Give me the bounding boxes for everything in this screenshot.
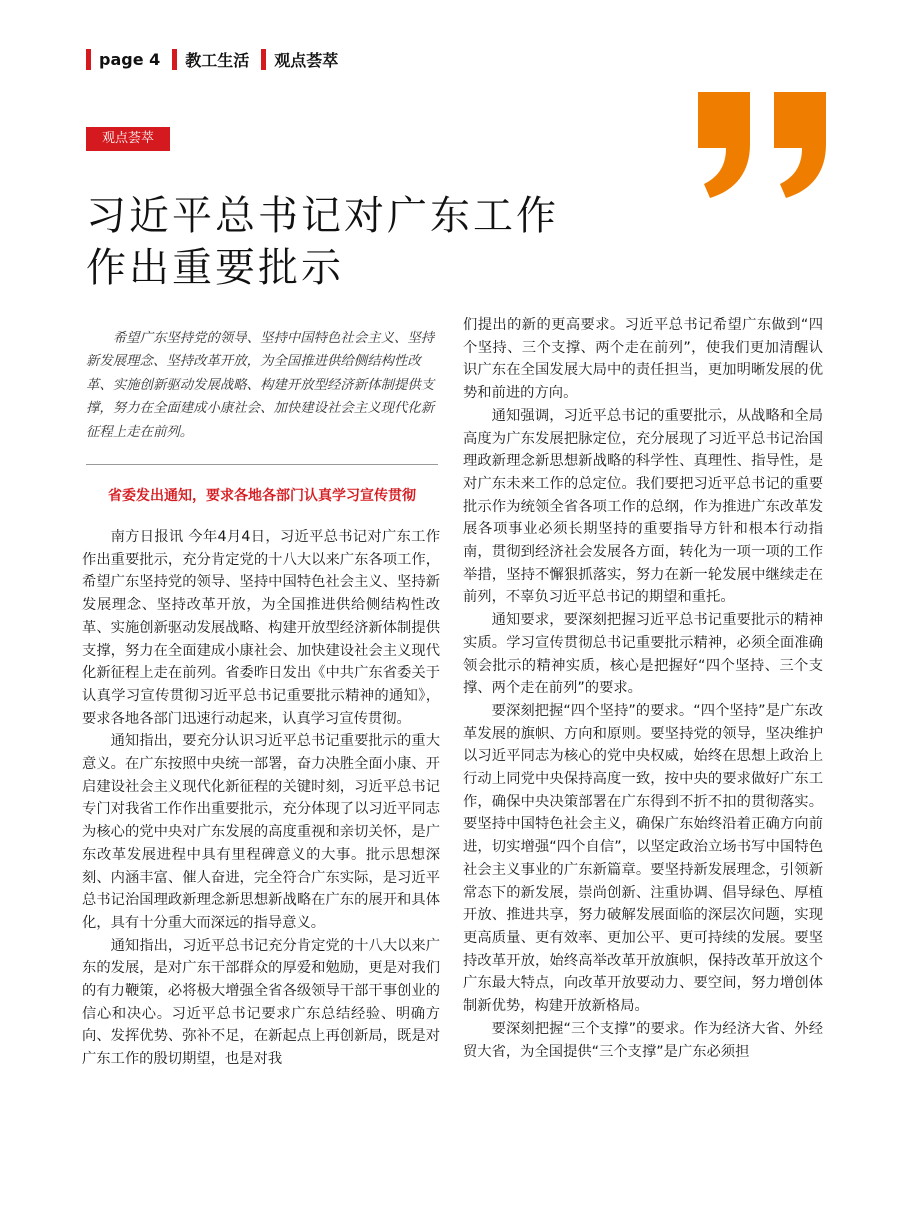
- header-bar-marker: [261, 49, 266, 70]
- paragraph: 们提出的新的更高要求。习近平总书记希望广东做到“四个坚持、三个支撑、两个走在前列”，使我们更加清醒认识广东在全国发展大局中的责任担当，更加明晰发展的优势和前进的方向。: [463, 317, 823, 402]
- paragraph: 通知指出，习近平总书记充分肯定党的十八大以来广东的发展，是对广东干部群众的厚爱和勉励，更是对我们的有力鞭策，必将极大增强全省各级领导干部干事创业的信心和决心。习近平总书记要求广东总结经验、明确方向、发挥优势、弥补不足，在新起点上再创新局，既是对广东工作的殷切期望，也是对我: [82, 937, 440, 1068]
- category-tag: 观点荟萃: [86, 127, 170, 151]
- section-label: 观点荟萃: [274, 50, 339, 70]
- body-column-right: [463, 314, 823, 1063]
- page-header: [86, 47, 350, 71]
- body-column-left: [82, 526, 440, 1071]
- paragraph: 南方日报讯 今年4月4日，习近平总书记对广东工作作出重要批示，充分肯定党的十八大以来广东各项工作，希望广东坚持党的领导、坚持中国特色社会主义、坚持新发展理念、坚持改革开放，为全国推进供给侧结构性改革、实施创新驱动发展战略、构建开放型经济新体制提供支撑，努力在全面建成小康社会、加快建设社会主义现代化新征程上走在前列。省委昨日发出《中共广东省委关于认真学习宣传贯彻习近平总书记重要批示精神的通知》，要求各地各部门迅速行动起来，认真学习宣传贯彻。: [82, 529, 440, 727]
- article-title: [86, 190, 646, 294]
- subheadline: 省委发出通知，要求各地各部门认真学习宣传贯彻: [108, 488, 416, 504]
- closing-quote-icon: [698, 92, 828, 198]
- paragraph: 要深刻把握“三个支撑”的要求。作为经济大省、外经贸大省，为全国提供“三个支撑”是广东必须担: [463, 1020, 823, 1060]
- paragraph: 通知指出，要充分认识习近平总书记重要批示的重大意义。在广东按照中央统一部署，奋力决胜全面小康、开启建设社会主义现代化新征程的关键时刻，习近平总书记专门对我省工作作出重要批示，充分体现了以习近平同志为核心的党中央对广东发展的高度重视和亲切关怀，是广东改革发展进程中具有里程碑意义的大事。批示思想深刻、内涵丰富、催人奋进，完全符合广东实际，是习近平总书记治国理政新理念新思想新战略在广东的展开和具体化，具有十分重大而深远的指导意义。: [82, 733, 440, 931]
- header-bar-marker: [172, 49, 177, 70]
- header-bar-marker: [86, 49, 91, 70]
- title-line-2: 作出重要批示: [86, 245, 344, 291]
- title-line-1: 习近平总书记对广东工作: [86, 193, 559, 239]
- page-number: page 4: [99, 49, 161, 69]
- paragraph: 通知要求，要深刻把握习近平总书记重要批示的精神实质。学习宣传贯彻总书记重要批示精神，必须全面准确领会批示的精神实质，核心是把握好“四个坚持、三个支撑、两个走在前列”的要求。: [463, 612, 823, 697]
- lead-summary: 希望广东坚持党的领导、坚持中国特色社会主义、坚持新发展理念、坚持改革开放，为全国推进供给侧结构性改革、实施创新驱动发展战略、构建开放型经济新体制提供支撑，努力在全面建成小康社会、加快建设社会主义现代化新征程上走在前列。: [86, 331, 435, 440]
- paragraph: 要深刻把握“四个坚持”的要求。“四个坚持”是广东改革发展的旗帜、方向和原则。要坚持党的领导，坚决维护以习近平同志为核心的党中央权威，始终在思想上政治上行动上同党中央保持高度一致，按中央的要求做好广东工作，确保中央决策部署在广东得到不折不扣的贯彻落实。要坚持中国特色社会主义，确保广东始终沿着正确方向前进，切实增强“四个自信”，以坚定政治立场书写中国特色社会主义事业的广东新篇章。要坚持新发展理念，引领新常态下的新发展，崇尚创新、注重协调、倡导绿色、厚植开放、推进共享，努力破解发展面临的深层次问题，实现更高质量、更有效率、更加公平、更可持续的发展。要坚持改革开放，始终高举改革开放旗帜，保持改革开放这个广东最大特点，向改革开放要动力、要空间，努力增创体制新优势，构建开放新格局。: [463, 702, 823, 1015]
- paragraph: 通知强调，习近平总书记的重要批示，从战略和全局高度为广东发展把脉定位，充分展现了习近平总书记治国理政新理念新思想新战略的科学性、真理性、指导性，是对广东未来工作的总定位。我们要把习近平总书记的重要批示作为统领全省各项工作的总纲，作为推进广东改革发展各项事业必须长期坚持的重要指导方针和根本行动指南，贯彻到经济社会发展各方面，转化为一项一项的工作举措，坚持不懈狠抓落实，努力在新一轮发展中继续走在前列，不辜负习近平总书记的期望和重托。: [463, 407, 823, 606]
- section-label: 教工生活: [185, 50, 250, 70]
- divider-line: [86, 464, 438, 465]
